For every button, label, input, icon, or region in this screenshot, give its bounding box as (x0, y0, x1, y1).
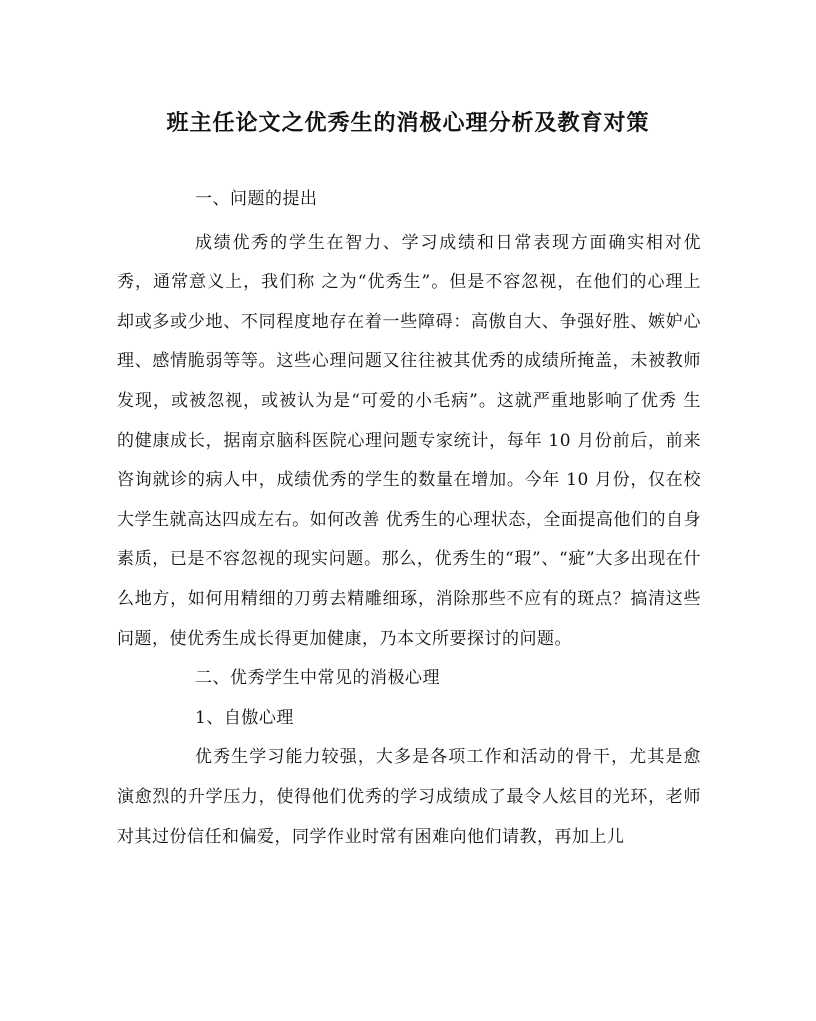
paragraph-1: 成绩优秀的学生在智力、学习成绩和日常表现方面确实相对优秀，通常意义上，我们称 之为“优秀生”。但是不容忽视，在他们的心理上却或多或少地、不同程度地存在着一些障碍：高傲自大、争强好胜、嫉妒心理、感情脆弱等等。这些心理问题又往往被其优秀的成绩所掩盖，未被教师发现，或被忽视，或被认为是“可爱的小毛病”。这就严重地影响了优秀 生的健康成长，据南京脑科医院心理问题专家统计，每年 10 月份前后，前来咨询就诊的病人中，成绩优秀的学生的数量在增加。今年 10 月份，仅在校大学生就高达四成左右。如何改善 优秀生的心理状态，全面提高他们的自身素质，已是不容忽视的现实问题。那么，优秀生的“瑕”、“疵”大多出现在什么地方，如何用精细的刀剪去精雕细琢，消除那些不应有的斑点？搞清这些问题，使优秀生成长得更加健康，乃本文所要探讨的问题。 (117, 232, 701, 649)
subsection-heading-1: 1、自傲心理 (195, 707, 294, 728)
section-heading-1: 一、问题的提出 (195, 189, 318, 209)
document-body (117, 180, 701, 857)
section-heading-2: 二、优秀学生中常见的消极心理 (195, 668, 440, 689)
document-title: 班主任论文之优秀生的消极心理分析及教育对策 (166, 110, 650, 136)
paragraph-2: 优秀生学习能力较强，大多是各项工作和活动的骨干，尤其是愈演愈烈的升学压力，使得他们优秀的学习成绩成了最令人炫目的光环，老师对其过份信任和偏爱，同学作业时常有困难向他们请教，再加上儿 (117, 747, 701, 847)
